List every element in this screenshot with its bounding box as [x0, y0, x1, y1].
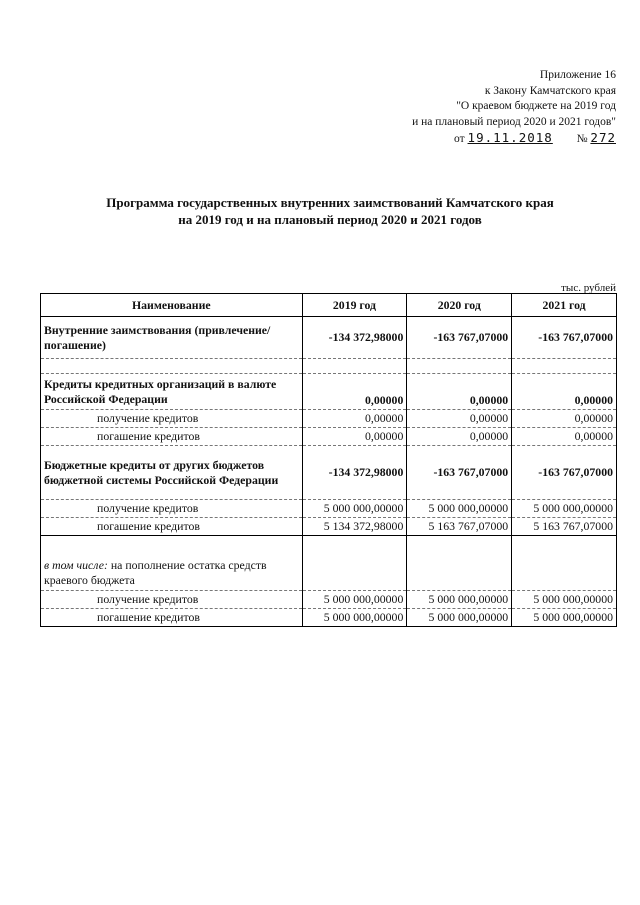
- row-value-2021: 5 000 000,00000: [512, 500, 617, 518]
- appendix-line-2: к Закону Камчатского края: [484, 84, 616, 97]
- table-row: [41, 374, 617, 410]
- header-2020: 2020 год: [407, 294, 512, 317]
- row-name: получение кредитов: [41, 410, 303, 428]
- row-value-2019: -134 372,98000: [302, 317, 407, 359]
- row-value-2021: 0,00000: [512, 428, 617, 446]
- header-2019: 2019 год: [302, 294, 407, 317]
- title-line-2: на 2019 год и на плановый период 2020 и 2021 годов: [178, 212, 482, 227]
- row-value-2021: 5 163 767,07000: [512, 518, 617, 536]
- table-row: [41, 410, 617, 428]
- row-value-2019: 5 000 000,00000: [302, 590, 407, 608]
- title-line-1: Программа государственных внутренних заимствований Камчатского края: [106, 195, 554, 210]
- appendix-line-4: и на плановый период 2020 и 2021 годов": [412, 115, 616, 128]
- row-value-2021: 0,00000: [512, 374, 617, 410]
- row-value-2019: 0,00000: [302, 428, 407, 446]
- row-value-2021: 5 000 000,00000: [512, 608, 617, 626]
- spacer-row: [41, 536, 617, 557]
- row-name: погашение кредитов: [41, 428, 303, 446]
- row-value-2021: 5 000 000,00000: [512, 590, 617, 608]
- row-value-2020: 5 000 000,00000: [407, 608, 512, 626]
- row-name: получение кредитов: [41, 590, 303, 608]
- row-name: Кредиты кредитных организаций в валюте Российской Федерации: [41, 374, 303, 410]
- row-value-2021: -163 767,07000: [512, 446, 617, 500]
- row-value-2019: 0,00000: [302, 410, 407, 428]
- row-name: погашение кредитов: [41, 608, 303, 626]
- handwritten-date: 19.11.2018: [467, 130, 553, 145]
- including-text: на пополнение остатка средств краевого бюджета: [44, 557, 267, 587]
- table-row: [41, 317, 617, 359]
- including-prefix: в том числе:: [44, 557, 108, 572]
- spacer-row: [41, 359, 617, 374]
- row-value-2020: 0,00000: [407, 374, 512, 410]
- appendix-block: [412, 68, 616, 148]
- row-name: погашение кредитов: [41, 518, 303, 536]
- row-value-2019: 5 000 000,00000: [302, 500, 407, 518]
- units-label: тыс. рублей: [561, 282, 616, 294]
- row-name-including: [41, 556, 303, 590]
- row-value-2020: -163 767,07000: [407, 317, 512, 359]
- appendix-date-line: [412, 130, 616, 148]
- row-name: получение кредитов: [41, 500, 303, 518]
- appendix-line-3: "О краевом бюджете на 2019 год: [456, 100, 616, 112]
- row-name: Бюджетные кредиты от других бюджетов бюджетной системы Российской Федерации: [41, 446, 303, 500]
- header-2021: 2021 год: [512, 294, 617, 317]
- row-value-2020: -163 767,07000: [407, 446, 512, 500]
- row-value-2019: 5 000 000,00000: [302, 608, 407, 626]
- table-row: [41, 500, 617, 518]
- date-prefix: от: [454, 133, 465, 145]
- row-value-2020: 5 000 000,00000: [407, 500, 512, 518]
- table-row: [41, 590, 617, 608]
- table-row: [41, 446, 617, 500]
- table-row: [41, 608, 617, 626]
- row-value-2020: 0,00000: [407, 410, 512, 428]
- row-value-2020: 5 000 000,00000: [407, 590, 512, 608]
- document-title: [40, 194, 620, 228]
- row-value-2019: 5 134 372,98000: [302, 518, 407, 536]
- number-prefix: №: [576, 133, 588, 145]
- row-value-2020: 5 163 767,07000: [407, 518, 512, 536]
- row-value-2021: 0,00000: [512, 410, 617, 428]
- appendix-line-1: Приложение 16: [539, 69, 616, 81]
- table-row: [41, 518, 617, 536]
- handwritten-number: 272: [590, 130, 616, 145]
- row-value-2019: -134 372,98000: [302, 446, 407, 500]
- row-name: Внутренние заимствования (привлечение/погашение): [41, 317, 303, 359]
- table-row: [41, 428, 617, 446]
- table-row: [41, 556, 617, 590]
- row-value-2020: 0,00000: [407, 428, 512, 446]
- borrowing-table: [40, 293, 617, 627]
- row-value-2019: 0,00000: [302, 374, 407, 410]
- table-header-row: [41, 294, 617, 317]
- row-value-2021: -163 767,07000: [512, 317, 617, 359]
- header-name: Наименование: [41, 294, 303, 317]
